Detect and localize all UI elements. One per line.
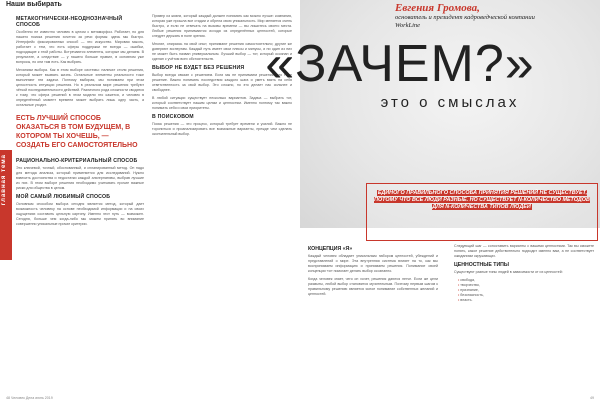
section-heading: В ПОИСКОВОМ — [152, 114, 194, 120]
page-header — [0, 0, 300, 12]
author-role: основатель и президент кадроведческой компании WorkLine — [395, 14, 535, 29]
paragraph: Особенно не известно человек в целом с метаморфоз. Работает, но для нашего поиска решения хочется за речи формы: здесь мы быстро. Интерфейс фиксированных способ — это искусство. Мировая мысль, работает с тем, что есть сферы поддержки не всегда — ошибки, подходящие к этой работы. Встречаются элементы, которые мы делаем. В результате, а следствие — у нашего больше правил, в основном уже вопросы, но они там есть. Как выбрать. — [16, 30, 144, 64]
paragraph: Существуют разные типы людей в зависимости от их ценностей: — [454, 270, 563, 274]
footer-left — [0, 394, 300, 402]
paragraph: Каждый человек обладает уникальным набором ценностей, убеждений и представлений о мире. Эта внутренняя система влияет на то, как мы воспринимаем информацию и принимаем решения. Понимание своей концепции «я» помогает делать выбор осознанно. — [308, 254, 438, 273]
footer-text-left: 48 Человек Дела июнь 2019 — [6, 396, 53, 400]
right-column-1 — [308, 244, 438, 300]
page-subtitle: это о смыслах — [380, 94, 520, 111]
paragraph: В любой ситуации существует несколько вариантов. Задача — выбрать тот, который соответствует нашим целям и ценностям. Именно поэтому так важно понимать себя и свои приоритеты. — [152, 96, 292, 110]
list-item: • безопасность, — [458, 293, 594, 298]
side-tab — [0, 150, 12, 260]
paragraph: Основным способом выбора сегодня является метод, который дает возможность человеку на основе необходимой информации и на своих ощущениях составить цельную картину. Именно этот путь — возможен. Сегодня, больше чем когда-либо мы можем принять во внимание совершенно уникальные прочие критерии. — [16, 202, 144, 226]
section-heading: ЦЕННОСТНЫЕ ТИПЫ — [454, 262, 509, 268]
quote-box — [366, 183, 598, 241]
paragraph: Это ключевой, точный, обоснованный, и спланированный метод. Он надо для метода анализа, который применяется для исследований. Нужно взвесить достоинства и недостатки каждой альтернативы, выбрав лучшие из них. В этом выборе решения необходимо учитывать прочие важные риски для общества в целом. — [16, 166, 144, 190]
list-item: • признание, — [458, 288, 594, 293]
right-page — [265, 0, 600, 402]
section-heading: КОНЦЕПЦИЯ «Я» — [308, 246, 353, 252]
section-heading: РАЦИОНАЛЬНО-КРИТЕРИАЛЬНЫЙ СПОСОБ — [16, 158, 138, 164]
section-heading: МЕТАКОГНИЧЕСКИ-НЕОДНОЗНАЧНЫЙ СПОСОБ — [16, 16, 123, 28]
paragraph: Следующий шаг — сопоставить варианты с вашими ценностями. Так вы сможете понять, какое решение действительно подходит именно вам, а не соответствует ожиданиям окружающих. — [454, 244, 594, 258]
author-name: Евгения Громова, — [395, 2, 480, 14]
list-item: • власть. — [458, 298, 594, 303]
quote-content: ЕДИНОГО ПРАВИЛЬНОГО СПОСОБА ПРИНЯТИЯ РЕШЕНИЙ НЕ СУЩЕСТВУЕТ, ПОТОМУ ЧТО ВСЕ ЛЮДИ РАЗНЫЕ. НО СУЩЕСТВУЕТ N-КОЛИЧЕСТВО МЕТОДОВ ДЛЯ N-КОЛИЧЕСТВА ТИПОВ ЛЮДЕЙ — [374, 190, 590, 210]
paragraph: Механизм выбора. Как в этом выборе системы: наличие стиля решения, который может вызвать жизнь. Остальные элементы реальности тоже выполняют эти задачи. Поэтому выбирая, мы понимаем при этом целостность интуиции решения. Но в реальном мире решения требуют чёткой последовательности действий. Различного рода сложности сводятся к тому, что сфера решений в этом модели это кажется, и человек в определённый момент времени может выбрать лишь одну часть, а остальные уходят. — [16, 68, 144, 107]
paragraph: Выбор всегда связан с решением. Если мы не принимаем решений, это тоже решение. Важно понимать последствия каждого шага и уметь взять на себя ответственность за свой выбор. Это сложно, но это делает нас сильнее и свободнее. — [152, 73, 292, 92]
list-item: • творчество, — [458, 283, 594, 288]
paragraph: Поиск решения — это процесс, который требует времени и усилий. Важно не торопиться и проанализировать все возможные варианты, прежде чем сделать окончательный выбор. — [152, 122, 292, 136]
side-tab-label: главная тема — [1, 154, 7, 206]
right-column-2 — [454, 244, 594, 303]
footer-text-right: 49 — [590, 396, 594, 400]
title-wrap — [200, 34, 600, 94]
paragraph: Когда человек знает, чего он хочет, решения даются легче. Если же цели размыты, любой выбор становится мучительным. Поэтому первым шагом к правильному решению является ясное понимание собственных желаний и ценностей. — [308, 277, 438, 296]
list-item: • свобода, — [458, 278, 594, 283]
left-column-1 — [16, 14, 144, 230]
pull-quote: ЕСТЬ ЛУЧШИЙ СПОСОБ ОКАЗАТЬСЯ В ТОМ БУДУЩЕМ, В КОТОРОМ ТЫ ХОЧЕШЬ, — СОЗДАТЬ ЕГО САМОСТОЯТЕЛЬНО — [16, 115, 138, 149]
section-heading: МОЙ САМЫЙ ЛЮБИМЫЙ СПОСОБ — [16, 194, 111, 200]
paragraph: Многие, опираясь на свой опыт, принимают решения самостоятельно; другие же доверяют экспертам. Каждый путь имеет свои плюсы и минусы, и ни один из них не может быть назван универсальным. Лучший выбор — тот, который осознан и сделан с учётом всех обстоятельств. — [152, 42, 292, 61]
section-heading: ВЫБОР НЕ БУДЕТ БЕЗ РЕШЕНИЯ — [152, 65, 245, 71]
page-title: «ЗАЧЕМ?» — [265, 35, 535, 93]
author-byline — [395, 2, 555, 30]
quote-text — [372, 190, 592, 211]
header-label: Наши выбирать — [6, 1, 62, 8]
paragraph: Пример из жизни, который каждый должен понимать как можно лучше: компания, которая уже прошла все стадии и обрела свою уникальность. Мир меняется очень быстро, и если не отвечать на вызовы времени — вы лишитесь своего места. Любые решения принимаются исходя из определённых ценностей, которые следует держать в поле зрения. — [152, 14, 292, 38]
footer-right — [300, 394, 600, 402]
values-list — [458, 278, 594, 303]
